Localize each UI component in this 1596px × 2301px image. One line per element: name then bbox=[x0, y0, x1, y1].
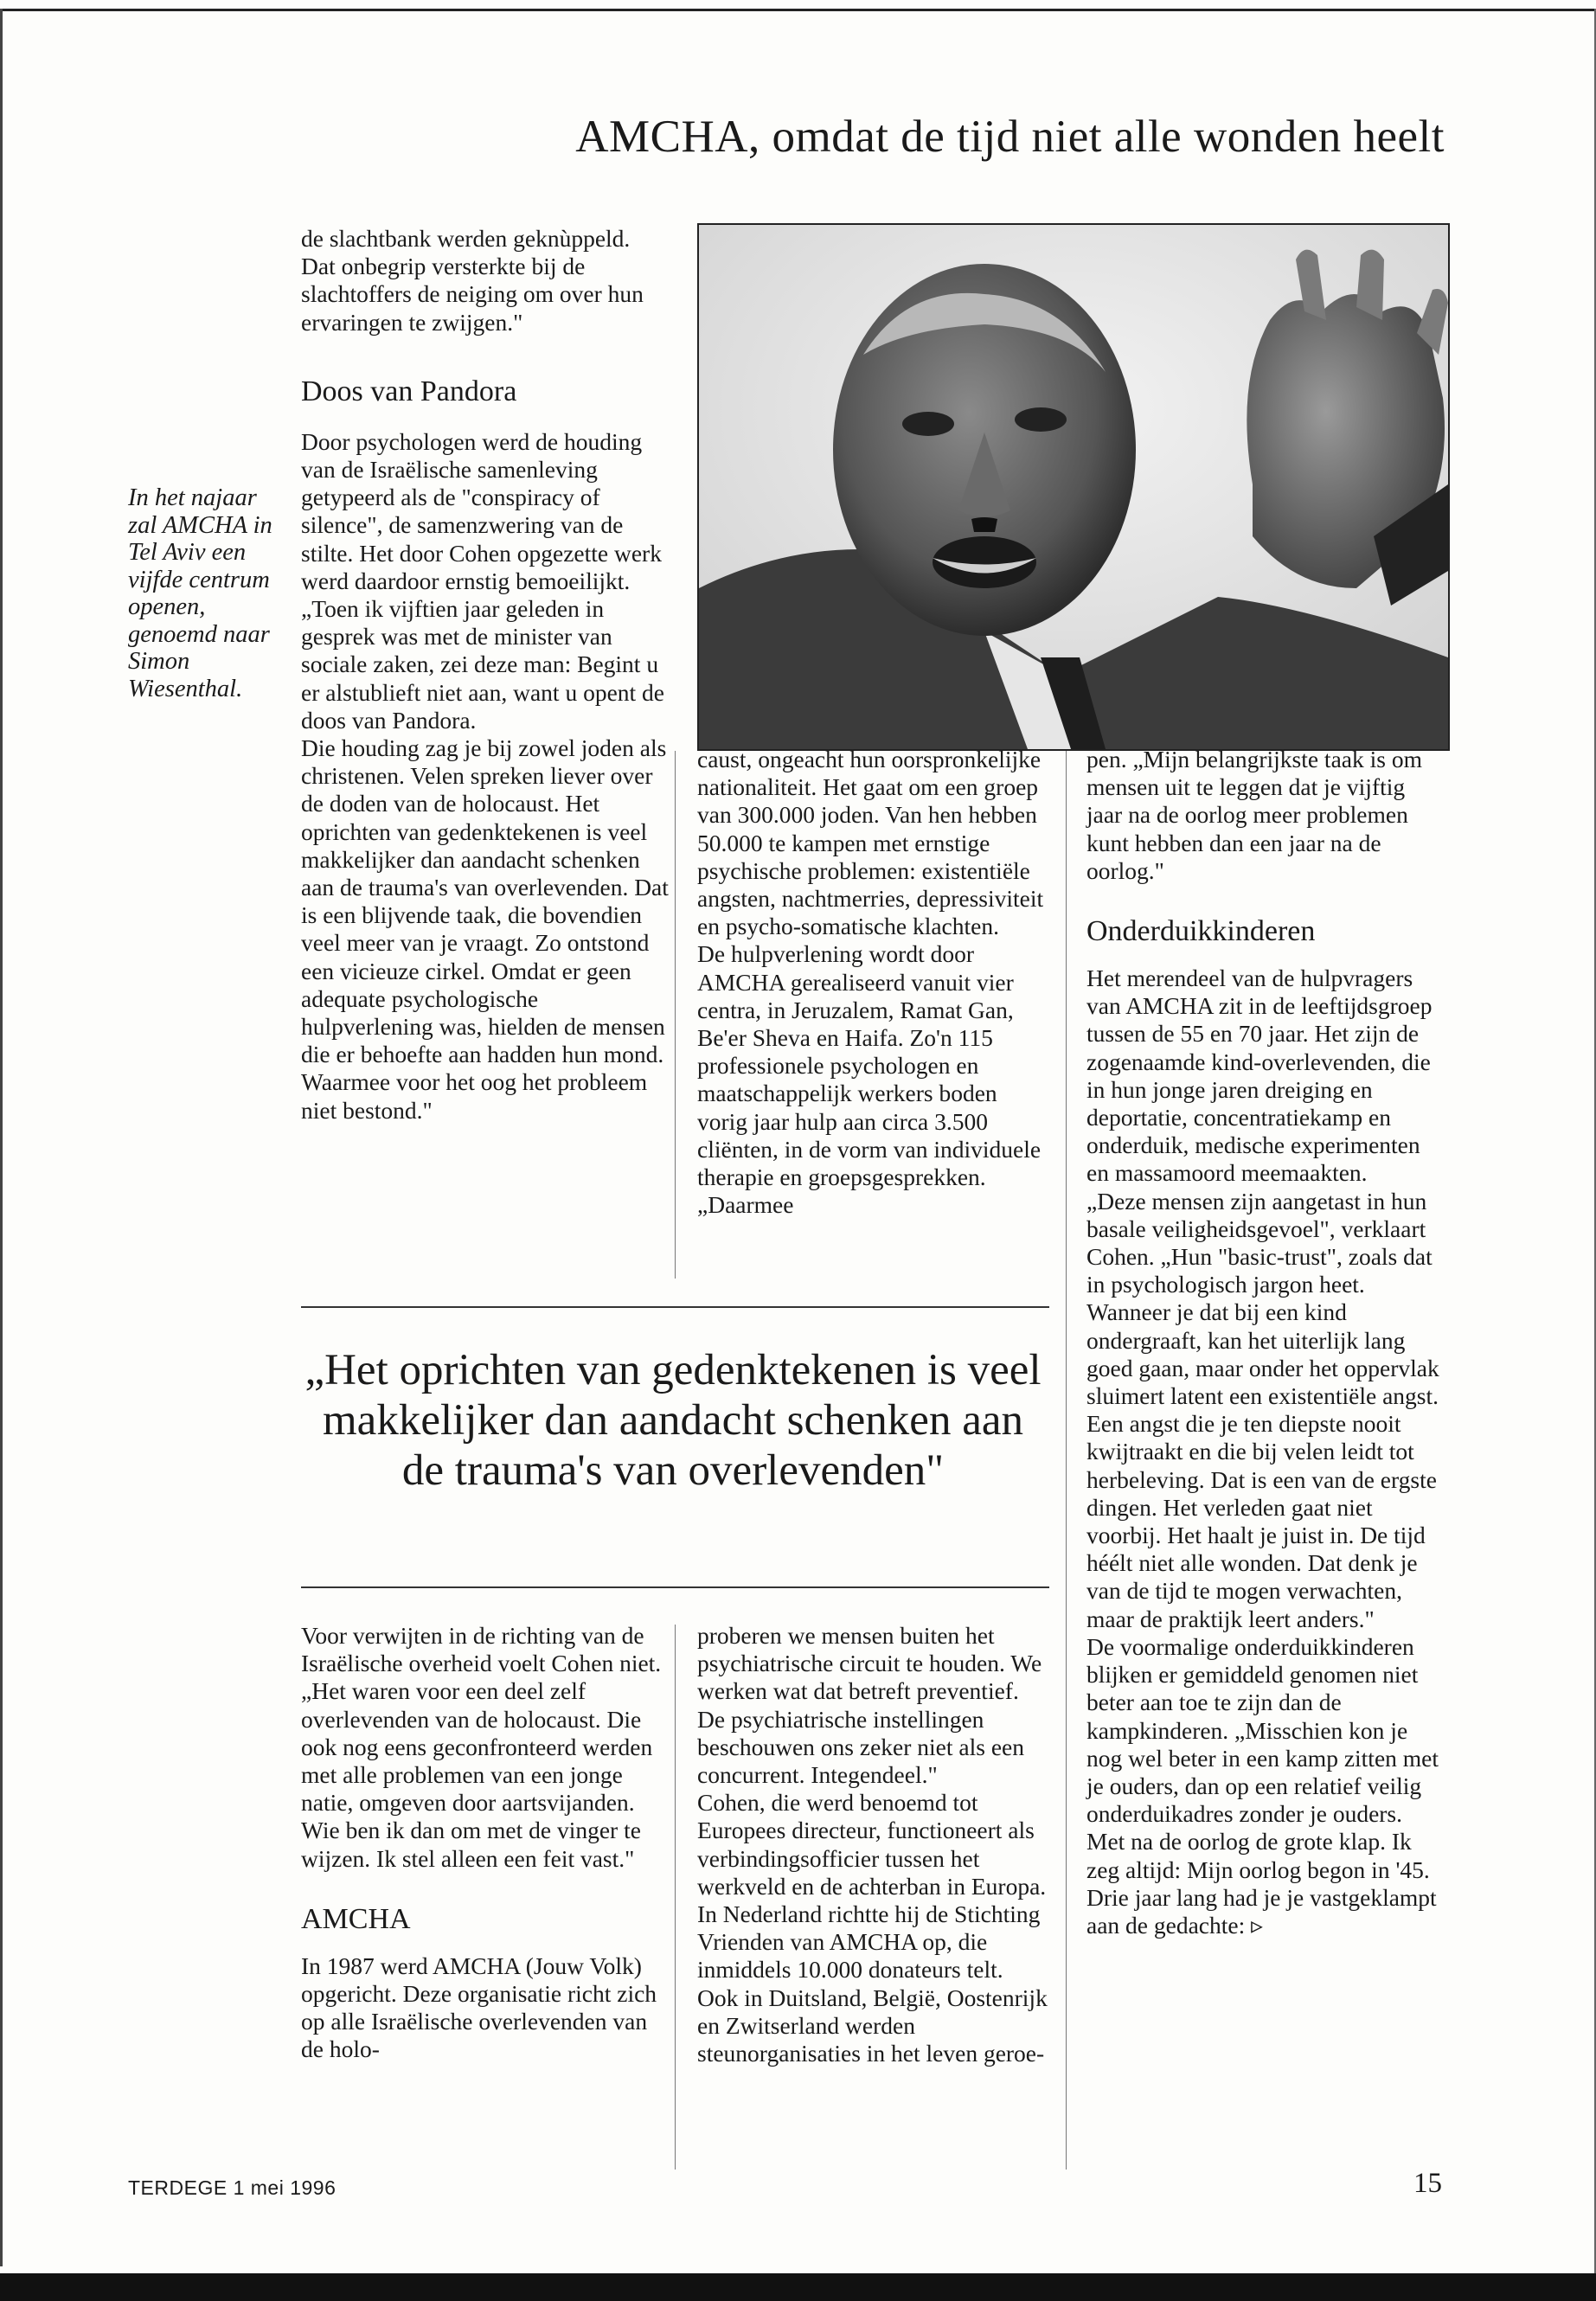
column-1-paragraph: Die houding zag je bij zowel joden als christenen. Velen spreken liever over de doden van de holocaust. Het oprichten van gedenktekenen is veel makkelijker dan aandacht schenken aan de trauma's van overlevenden. Dat is een blijvende taak, die bovendien veel meer van je vraagt. Zo ontstond een vicieuze cirkel. Omdat er geen adequate psychologische hulpverlening was, hielden de mensen die er behoefte aan hadden hun mond. Waarmee voor het oog het probleem niet bestond." bbox=[301, 734, 669, 1124]
column-divider bbox=[675, 751, 676, 1279]
column-divider bbox=[675, 1625, 676, 2170]
column-2-top bbox=[697, 746, 1048, 1219]
column-3-intro: pen. „Mijn belangrijkste taak is om mensen uit te leggen dat je vijftig jaar na de oorlog meer problemen kunt hebben dan een jaar na de oorlog." bbox=[1086, 746, 1422, 884]
column-1-top bbox=[301, 225, 669, 1125]
column-3-paragraph: De voormalige onderduikkinderen blijken er gemiddeld genomen niet beter aan toe te zijn dan de kampkinderen. „Misschien kon je nog wel beter in een kamp zitten met je ouders, dan op een relatief veilig onderduikadres zonder je ouders. bbox=[1086, 1632, 1439, 1828]
column-divider bbox=[1066, 751, 1067, 2170]
column-1-intro: de slachtbank werden geknùppeld. Dat onbegrip versterkte bij de slachtoffers de neiging om over hun ervaringen te zwijgen." bbox=[301, 225, 644, 336]
column-1-paragraph: Door psychologen werd de houding van de Israëlische samenleving getypeerd als de "conspiracy of silence", de samenzwering van de stilte. Het door Cohen opgezette werk werd daardoor ernstig bemoeilijkt. „Toen ik vijftien jaar geleden in gesprek was met de minister van sociale zaken, zei deze man: Begint u er alstublieft niet aan, want u opent de doos van Pandora. bbox=[301, 427, 664, 734]
column-3-paragraph: Het merendeel van de hulpvragers van AMCHA zit in de leeftijdsgroep tussen de 55 en 70 jaar. Het zijn de zogenaamde kind-overlevenden, die in hun jonge jaren dreiging en deportatie, concentratiekamp en onderduik, medische experimenten en massamoord meemaakten. bbox=[1086, 965, 1433, 1187]
pull-quote-rule-top bbox=[301, 1306, 1049, 1308]
portrait-illustration bbox=[699, 225, 1448, 749]
subheading-doos-van-pandora: Doos van Pandora bbox=[301, 375, 517, 407]
top-border bbox=[0, 9, 1596, 11]
column-2-bottom-paragraph: Cohen, die werd benoemd tot Europees directeur, functioneert als verbindingsofficier tussen het werkveld en de achterban in Europa. In Nederland richtte hij de Stichting Vrienden van AMCHA op, die inmiddels 10.000 donateurs telt. Ook in Duitsland, België, Oostenrijk en Zwitserland werden steunorganisaties in het leven geroe- bbox=[697, 1789, 1048, 2067]
bottom-border bbox=[0, 2273, 1596, 2301]
column-2-paragraph: caust, ongeacht hun oorspronkelijke nationaliteit. Het gaat om een groep van 300.000 joden. Van hen hebben 50.000 te kampen met ernstige psychische problemen: existentiële angsten, nachtmerries, depressiviteit en psycho-somatische klachten. bbox=[697, 746, 1044, 940]
subheading-onderduikkinderen: Onderduikkinderen bbox=[1086, 915, 1316, 948]
subheading-amcha: AMCHA bbox=[301, 1902, 411, 1935]
column-1-bottom-intro: Voor verwijten in de richting van de Israëlische overheid voelt Cohen niet. „Het waren voor een deel zelf overlevenden van de holocaust. Die ook nog eens geconfronteerd werden met alle problemen van een jonge natie, omgeven door aartsvijanden. Wie ben ik dan om met de vinger te wijzen. Ik stel alleen een feit vast." bbox=[301, 1622, 662, 1872]
pull-quote-rule-bottom bbox=[301, 1586, 1049, 1588]
pull-quote: „Het oprichten van gedenktekenen is veel makkelijker dan aandacht schenken aan de trauma's van overlevenden" bbox=[304, 1346, 1042, 1495]
sidebar-quote: In het najaar zal AMCHA in Tel Aviv een vijfde centrum openen, genoemd naar Simon Wiesenthal. bbox=[128, 484, 272, 702]
publication-footer: TERDEGE 1 mei 1996 bbox=[128, 2176, 337, 2199]
column-3-paragraph: „Deze mensen zijn aangetast in hun basale veiligheidsgevoel", verklaart Cohen. „Hun "basic-trust", zoals dat in psychologisch jargon heet. Wanneer je dat bij een kind ondergraaft, kan het uiterlijk lang goed gaan, maar onder het oppervlak sluimert latent een existentiële angst. Een angst die je ten diepste nooit kwijtraakt en die bij velen leidt tot herbeleving. Dat is een van de ergste dingen. Het verleden gaat niet voorbij. Het haalt je juist in. De tijd héélt niet alle wonden. Dat denk je van de tijd te mogen verwachten, maar de praktijk leert anders." bbox=[1086, 1187, 1439, 1632]
portrait-photo bbox=[697, 223, 1450, 751]
column-2-paragraph: De hulpverlening wordt door AMCHA gerealiseerd vanuit vier centra, in Jeruzalem, Ramat Gan, Be'er Sheva en Haifa. Zo'n 115 professionele psychologen en maatschappelijk werkers boden vorig jaar hulp aan circa 3.500 cliënten, in de vorm van individuele therapie en groepsgesprekken. „Daarmee bbox=[697, 940, 1042, 1219]
column-2-bottom bbox=[697, 1622, 1048, 2067]
column-2-bottom-paragraph: proberen we mensen buiten het psychiatrische circuit te houden. We werken wat dat betreft preventief. De psychiatrische instellingen beschouwen ons zeker niet als een concurrent. Integendeel." bbox=[697, 1622, 1042, 1789]
article-headline: AMCHA, omdat de tijd niet alle wonden heelt bbox=[575, 112, 1445, 162]
column-3-paragraph: Met na de oorlog de grote klap. Ik zeg altijd: Mijn oorlog begon in '45. Drie jaar lang had je je vastgeklampt aan de gedachte: ▹ bbox=[1086, 1828, 1437, 1939]
column-3 bbox=[1086, 746, 1445, 1939]
column-1-bottom bbox=[301, 1622, 664, 2064]
left-scan-edge bbox=[0, 9, 3, 2266]
column-1-bottom-paragraph: In 1987 werd AMCHA (Jouw Volk) opgericht. Deze organisatie richt zich op alle Israëlische overlevenden van de holo- bbox=[301, 1952, 657, 2063]
page-number: 15 bbox=[1413, 2168, 1442, 2199]
